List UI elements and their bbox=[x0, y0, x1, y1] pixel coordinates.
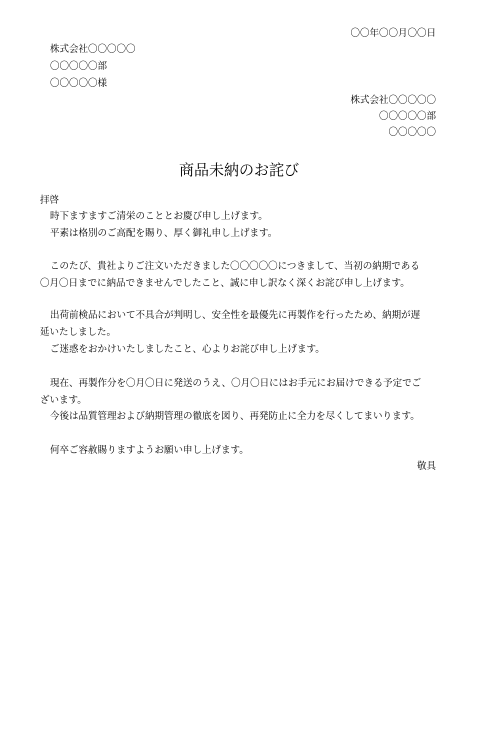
recipient-company: 株式会社〇〇〇〇〇 bbox=[50, 44, 136, 55]
recipient-person: 〇〇〇〇〇様 bbox=[50, 78, 108, 89]
body-line: 現在、再製作分を〇月〇日に発送のうえ、〇月〇日にはお手元にお届けできる予定でご bbox=[50, 378, 422, 389]
closing-request: 何卒ご容赦賜りますようお願い申し上げます。 bbox=[50, 445, 249, 456]
sender-company: 株式会社〇〇〇〇〇 bbox=[350, 95, 436, 106]
recipient-department: 〇〇〇〇〇部 bbox=[50, 61, 108, 72]
greeting-line: 平素は格別のご高配を賜り、厚く御礼申し上げます。 bbox=[50, 228, 278, 239]
opening-word: 拝啓 bbox=[40, 195, 60, 206]
body-line: 〇月〇日までに納品できませんでしたこと、誠に申し訳なく深くお詫び申し上げます。 bbox=[40, 278, 410, 289]
sender-name: 〇〇〇〇〇 bbox=[388, 127, 436, 138]
closing-word: 敬具 bbox=[416, 461, 436, 472]
body-line: 出荷前検品において不具合が判明し、安全性を最優先に再製作を行ったため、納期が遅 bbox=[50, 310, 421, 321]
body-line: 今後は品質管理および納期管理の徹底を図り、再発防止に全力を尽くしてまいります。 bbox=[50, 411, 420, 422]
letter-date: 〇〇年〇〇月〇〇日 bbox=[350, 28, 436, 39]
sender-department: 〇〇〇〇〇部 bbox=[378, 111, 436, 122]
body-line: ご迷惑をおかけいたしましたこと、心よりお詫び申し上げます。 bbox=[50, 344, 325, 355]
greeting-line: 時下ますますご清栄のこととお慶び申し上げます。 bbox=[50, 211, 268, 222]
body-line: ざいます。 bbox=[40, 395, 87, 406]
letter-title: 商品未納のお詫び bbox=[178, 161, 299, 179]
body-line: 延いたしました。 bbox=[40, 327, 117, 338]
body-line: このたび、貴社よりご注文いただきました〇〇〇〇〇につきまして、当初の納期である bbox=[50, 261, 420, 272]
